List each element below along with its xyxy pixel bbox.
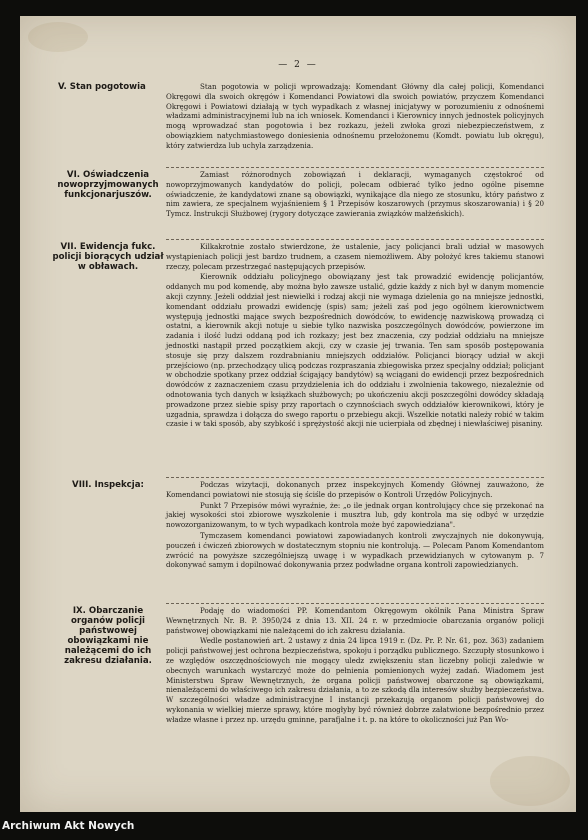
section-heading: VIII. Inspekcja: — [72, 480, 144, 490]
paragraph: Kierownik oddziału policyjnego obowiązany jest tak prowadzić ewidencję policjantów, oddanych mu pod komendę, aby można było zawsze ustalić, gdzie każdy z nich był w danym momencie akcji czynny. Jeżeli oddział jest niewielki i rodzaj akcji nie wymaga dzielenia go na mniejsze jednostki, komendant oddziału prowadzi ewidencję (spis) sam; jeżeli zaś pod jego ogólnem kierownictwem występują jednostki mające swych bezpośrednich dowódców, to ewidencję nazwiskową prowadzą ci ostatni, a kierownik akcji notuje u siebie tylko nazwiska poszczególnych dowódców, powierzone im zadania i ilość ludzi oddaną pod ich rozkazy; jest bez znaczenia, czy podział oddziału na mniejsze jednostki nastąpił przed początkiem akcji, czy w czasie jej trwania. Ten sam sposób postępowania stosuje się przy dalszem rozdrabnianiu mniejszych oddziałów. Policjanci biorący udział w akcji przejściowo (np. przechodzący ulicą podczas rozpraszania zbiegowiska przez specjalny oddział; policjant w obchodzie spotkany przez oddział ścigający bandytów) są wciągani do ewidencji przez bezpośrednich dowódców z zaznaczeniem czasu przydzielenia ich do oddziału i zwolnienia takowego, niezależnie od odnotowania tych danych w książkach służbowych; po ukończeniu akcji poszczególni dowódcy składają prowadzone przez siebie spisy przy raportach o czynnościach swych oddziałów kierownikowi, który je uzgadnia, sprawdza i dołącza do swego raportu o przebiegu akcji. Wszelkie notatki należy robić w takim czasie i w taki sposób, aby szybkość i sprężystość akcji nie ucierpiała od zbędnej i niewłaściwej pisaniny. — [166, 272, 544, 429]
section-body — [166, 480, 544, 570]
paragraph: Kilkakrotnie zostało stwierdzone, że ustalenie, jacy policjanci brali udział w masowych wystąpieniach policji jest bardzo trudnem, a czasem niemożliwem. Aby położyć kres takiemu stanowi rzeczy, polecam przestrzegać następujących przepisów. — [166, 242, 544, 271]
section-divider — [166, 167, 544, 168]
paragraph: Tymczasem komendanci powiatowi zapowiadanych kontroli zwyczajnych nie dokonywują, pouczeń i ćwiczeń zbiorowych w dostatecznym stopniu nie kontrolują. — Polecam Panom Komendantom zwrócić na powyższe szczególniejszą uwagę i w wypadkach przewidzianych w cytowanym p. 7 dokonywać samym i dopilnować dokonywania przez podwładne organa kontroli zapowiedzianych. — [166, 530, 544, 570]
section-divider — [166, 603, 544, 604]
section-divider — [166, 477, 544, 478]
section-heading: VI. Oświadczenia nowoprzyjmowanych funkcjonarjuszów. — [57, 170, 159, 200]
section-heading: IX. Obarczanie organów policji państwowej obowiązkami nie należącemi do ich zakresu działania. — [64, 606, 152, 666]
section-heading: VII. Ewidencja fukc. policji biorących udział w obławach. — [52, 242, 164, 272]
section-divider — [166, 239, 544, 240]
paper-stain — [490, 756, 570, 806]
paragraph: Podczas wizytacji, dokonanych przez inspekcyjnych Komendy Głównej zauważono, że Komendanci powiatowi nie stosują się ściśle do przepisów o Kontroli Urzędów Policyjnych. — [166, 480, 544, 499]
document-page — [20, 16, 576, 812]
paper-stain — [28, 22, 88, 52]
section-body — [166, 82, 544, 151]
archive-label: Archiwum Akt Nowych — [2, 820, 135, 832]
section-body — [166, 606, 544, 725]
section-body — [166, 242, 544, 429]
paragraph: Podaję do wiadomości PP. Komendantom Okręgowym okólnik Pana Ministra Spraw Wewnętrznych Nr. B. P. 3950/24 z dnia 13. XII. 24 r. w przedmiocie obarczania organów policji państwowej obowiązkami nie należącemi do ich zakresu działania. — [166, 606, 544, 635]
section-body — [166, 170, 544, 219]
paragraph: Stan pogotowia w policji wprowadzają: Komendant Główny dla całej policji, Komendanci Okręgowi dla swoich okręgów i Komendanci Powiatowi dla swoich powiatów, przyczem Komendanci Okręgowi i Powiatowi działają w tych wypadkach z własnej inicjatywy w porozumieniu z odnośnemi władzami administracyjnemi lub na ich wniosek. Komendanci i Kierownicy innych jednostek policyjnych mogą wprowadzać stan pogotowia i bez rozkazu, jeżeli zwłoka grozi niebezpieczeństwem, z obowiązkiem natychmiastowego doniesienia odnośnemu przełożonemu (Komdt. powiatu lub okręgu), który zatwierdza lub uchyla zarządzenia. — [166, 82, 544, 150]
paragraph: Wedle postanowień art. 2 ustawy z dnia 24 lipca 1919 r. (Dz. Pr. P. Nr. 61, poz. 363) zadaniem policji państwowej jest ochrona bezpieczeństwa, spokoju i porządku publicznego. Szczupły stosunkowo i ze względów oszczędnościowych nie mogący uledz zwiększeniu stan liczebny policji zaledwie w obecnych warunkach wystarczyć może do pełnienia pomienionych wyżej zadań. Wiadomem jest Ministerstwu Spraw Wewnętrznych, że organa policji państwowej obarczone są obowiązkami, nienależącemi do właściwego ich zakresu działania, a to ze szkodą dla interesów służby bezpieczeństwa. W szczególności władze administracyjne I instancji przekazują organom policji państwowej do wykonania w wielkiej mierze sprawy, które mogłyby być również dobrze załatwione bezpośrednio przez władze własne i przez np. urzędu gminne, parafjalne i t. p. na które to okoliczności już Pan Wo- — [166, 636, 544, 724]
paragraph: Zamiast różnorodnych zobowiązań i deklaracji, wymaganych częstokroć od nowoprzyjmowanych kandydatów do policji, polecam odbierać tylko jedno ogólne pisemne oświadczenie, że kandydatowi znane są obowiązki, wynikające dla niego ze stosunku, który państwo z nim zawiera, ze specjalnem wyjaśnieniem § 1 Przepisów koszarowych (przymus skoszarowania) i § 20 Tymcz. Instrukcji Służbowej (rygory dotyczące zawierania związków małżeńskich). — [166, 170, 544, 219]
section-heading: V. Stan pogotowia — [58, 82, 146, 92]
paragraph: Punkt 7 Przepisów mówi wyraźnie, że: „o ile jednak organ kontrolujący chce się przekonać na jakiej wysokości stoi zbiorowe wyszkolenie i musztra lub, gdy kontrola ma się odbyć w urzędzie nowozorganizowanym, to w tych wypadkach kontrola może być zapowiedziana". — [166, 500, 544, 530]
page-number: — 2 — — [278, 60, 318, 70]
